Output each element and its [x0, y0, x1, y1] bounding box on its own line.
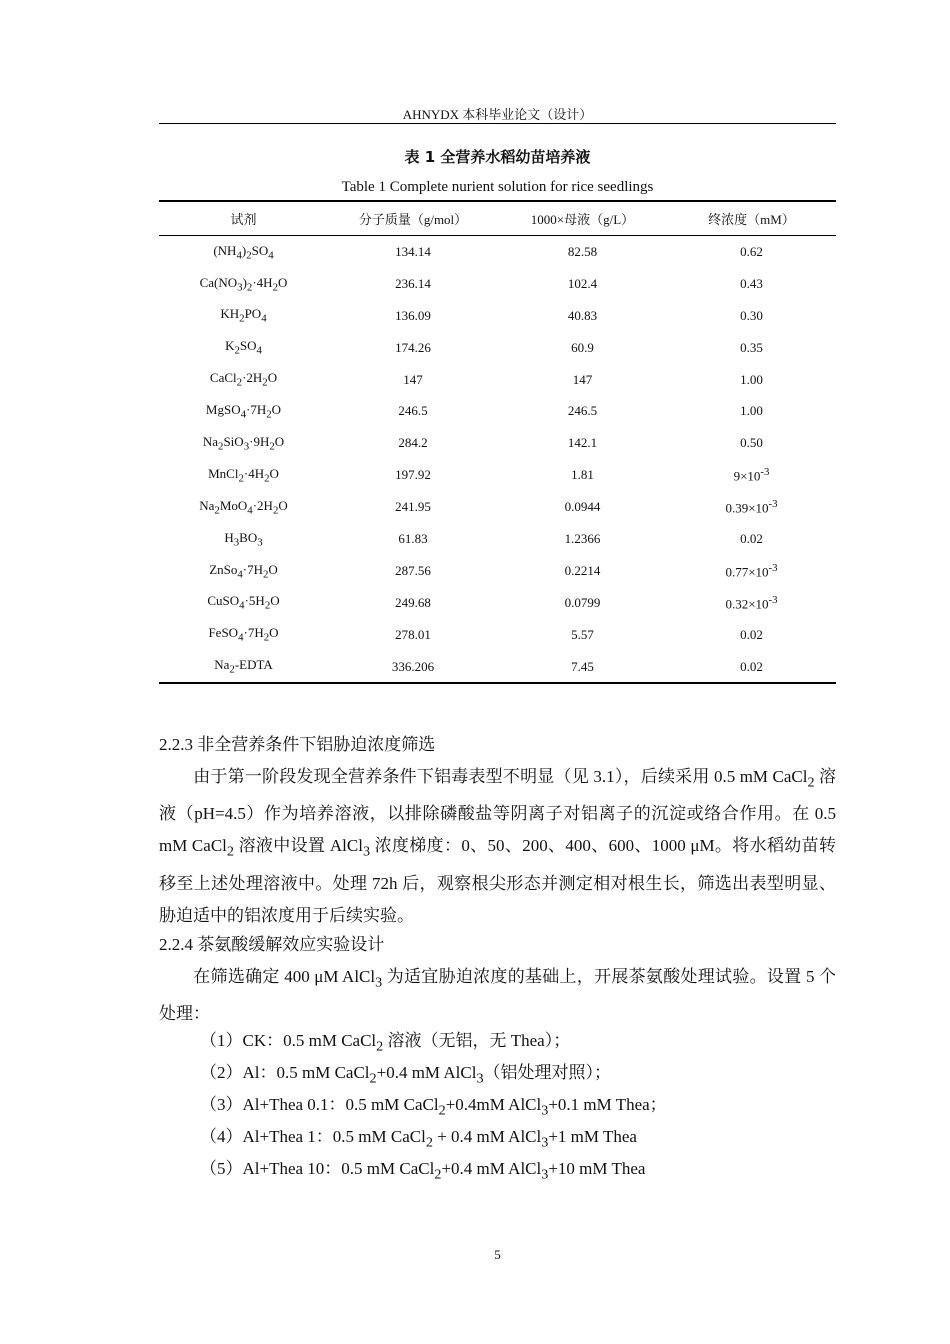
cell-reagent: $MgSO_4\cdot 7H_2O$	[205, 402, 282, 421]
cell-stock: 0.0944	[564, 499, 601, 515]
section-heading-2-2-3: 2.2.3 非全营养条件下铝胁迫浓度筛选	[159, 735, 436, 754]
cell-molecular-weight: 241.95	[395, 499, 431, 515]
cell-final-concentration: $0.77\times 10^{-3}$	[725, 561, 778, 580]
table-row	[159, 364, 836, 396]
cell-reagent: $FeSO_4\cdot 7H_2O$	[208, 625, 279, 644]
cell-molecular-weight: 236.14	[395, 275, 431, 291]
cell-reagent: $H_3BO_3$	[224, 529, 263, 549]
column-header-molecular-weight: 分子质量（g/mol）	[328, 201, 498, 236]
cell-stock: 1.2366	[564, 530, 601, 546]
cell-reagent: $K_2SO_4$	[225, 338, 262, 357]
table-row	[159, 427, 836, 459]
cell-final-concentration: 0.62	[740, 243, 763, 259]
cell-reagent: $MnCl_2\cdot 4H_2O$	[208, 465, 279, 485]
cell-stock: 0.2214	[564, 562, 601, 578]
cell-molecular-weight: 197.92	[395, 467, 431, 483]
cell-reagent: $Na_2SiO_3\cdot 9H_2O$	[202, 433, 285, 453]
table-row	[159, 619, 836, 651]
cell-molecular-weight: 147	[403, 371, 423, 387]
table-caption-cn: 表 1 全营养水稻幼苗培养液	[404, 148, 591, 166]
cell-reagent: $CuSO_4\cdot 5H_2O$	[207, 593, 280, 613]
treatment-item: （4）Al+Thea 1：0.5 mM CaCl$_2$ + 0.4 mM AlCl$_3$+1 mM Thea	[200, 1127, 637, 1151]
nutrient-solution-table	[159, 200, 836, 684]
treatment-item: （1）CK：0.5 mM CaCl$_2$ 溶液（无铝，无 Thea）；	[200, 1031, 571, 1055]
cell-molecular-weight: 336.206	[328, 651, 498, 684]
table-row	[159, 651, 836, 684]
section-heading-2-2-4: 2.2.4 茶氨酸缓解效应实验设计	[159, 935, 385, 954]
column-header-final-concentration: 终浓度（mM）	[667, 201, 836, 236]
cell-stock: 147	[572, 371, 593, 387]
section-paragraph-2-2-3	[159, 761, 836, 932]
column-header-stock: 1000×母液（g/L）	[498, 201, 667, 236]
table-row	[159, 587, 836, 619]
cell-final-concentration: 0.30	[740, 307, 763, 323]
treatment-item: （5）Al+Thea 10：0.5 mM CaCl$_2$+0.4 mM AlCl$_3$+10 mM Thea	[200, 1159, 646, 1183]
cell-final-concentration: 0.43	[740, 275, 763, 291]
paragraph-text: 在筛选确定 400 μM AlCl$_3$ 为适宜胁迫浓度的基础上，开展茶氨酸处理试验。设置 5 个处理：	[159, 967, 836, 1024]
cell-final-concentration: 0.50	[740, 435, 763, 451]
cell-molecular-weight: 61.83	[398, 530, 428, 546]
cell-stock: 82.58	[567, 243, 598, 259]
table-row	[159, 395, 836, 427]
table-body	[159, 236, 836, 684]
table-caption-en: Table 1 Complete nurient solution for rice seedlings	[341, 179, 654, 195]
cell-reagent: $(NH_4)_2SO_4$	[213, 242, 274, 262]
cell-reagent: $KH_2PO_4$	[220, 306, 267, 326]
table-row	[159, 523, 836, 555]
header-rule	[159, 123, 836, 124]
treatment-item: （2）Al：0.5 mM CaCl$_2$+0.4 mM AlCl$_3$（铝处理对照）；	[200, 1063, 612, 1087]
column-header-reagent: 试剂	[159, 201, 328, 236]
cell-stock: 246.5	[567, 403, 598, 419]
cell-molecular-weight: 246.5	[398, 403, 428, 419]
table-row	[159, 268, 836, 300]
cell-final-concentration: 1.00	[740, 403, 763, 419]
cell-reagent: $CaCl_2\cdot 2H_2O$	[209, 370, 278, 389]
cell-molecular-weight: 174.26	[395, 339, 431, 355]
table-row	[159, 332, 836, 364]
cell-final-concentration: $9\times 10^{-3}$	[733, 466, 770, 484]
table-row	[159, 555, 836, 587]
cell-stock: 7.45	[498, 651, 667, 684]
cell-molecular-weight: 278.01	[395, 626, 431, 642]
cell-final-concentration: $0.32\times 10^{-3}$	[725, 593, 778, 611]
treatment-item: （3）Al+Thea 0.1：0.5 mM CaCl$_2$+0.4mM AlCl$_3$+0.1 mM Thea；	[200, 1095, 667, 1119]
table-row	[159, 491, 836, 523]
cell-final-concentration: 1.00	[740, 371, 763, 387]
cell-stock: 5.57	[571, 626, 594, 642]
cell-reagent: $Na_2$-EDTA	[159, 651, 328, 684]
cell-stock: 40.83	[567, 307, 598, 323]
cell-reagent: $ZnSo_4\cdot 7H_2O$	[209, 561, 278, 581]
cell-reagent: $Ca(NO_3)_2\cdot 4H_2O$	[199, 274, 288, 294]
cell-final-concentration: 0.02	[740, 626, 763, 642]
cell-stock: 102.4	[567, 275, 598, 291]
table-row	[159, 459, 836, 491]
running-header: AHNYDX 本科毕业论文（设计）	[402, 107, 593, 122]
cell-stock: 1.81	[571, 467, 594, 483]
cell-final-concentration: 0.02	[667, 651, 836, 684]
table-row	[159, 236, 836, 268]
cell-stock: 142.1	[567, 435, 598, 451]
cell-reagent: $Na_2MoO_4\cdot 2H_2O$	[199, 497, 288, 517]
cell-molecular-weight: 136.09	[395, 307, 431, 323]
cell-stock: 0.0799	[564, 594, 601, 610]
table-header-row	[159, 201, 836, 236]
cell-molecular-weight: 249.68	[395, 594, 431, 610]
cell-molecular-weight: 284.2	[398, 435, 428, 451]
cell-final-concentration: $0.39\times 10^{-3}$	[725, 497, 778, 516]
cell-final-concentration: 0.02	[740, 530, 763, 546]
section-paragraph-2-2-4	[159, 961, 836, 1030]
cell-molecular-weight: 134.14	[395, 243, 431, 259]
paragraph-text: 由于第一阶段发现全营养条件下铝毒表型不明显（见 3.1），后续采用 0.5 mM CaCl$_2$ 溶液（pH=4.5）作为培养溶液，以排除磷酸盐等阴离子对铝离子的沉淀或络合作用。在 0.5 mM CaCl$_2$ 溶液中设置 AlCl$_3$ 浓度梯度：0、50、200、400、600、1000 μM。将水稻幼苗转移至上述处理溶液中。处理 72h 后，观察根尖形态并测定相对根生长，筛选出表型明显、胁迫适中的铝浓度用于后续实验。	[159, 767, 837, 925]
table-row	[159, 300, 836, 332]
cell-molecular-weight: 287.56	[395, 562, 431, 578]
page-number: 5	[494, 1247, 501, 1262]
cell-stock: 60.9	[571, 339, 594, 355]
cell-final-concentration: 0.35	[740, 339, 763, 355]
